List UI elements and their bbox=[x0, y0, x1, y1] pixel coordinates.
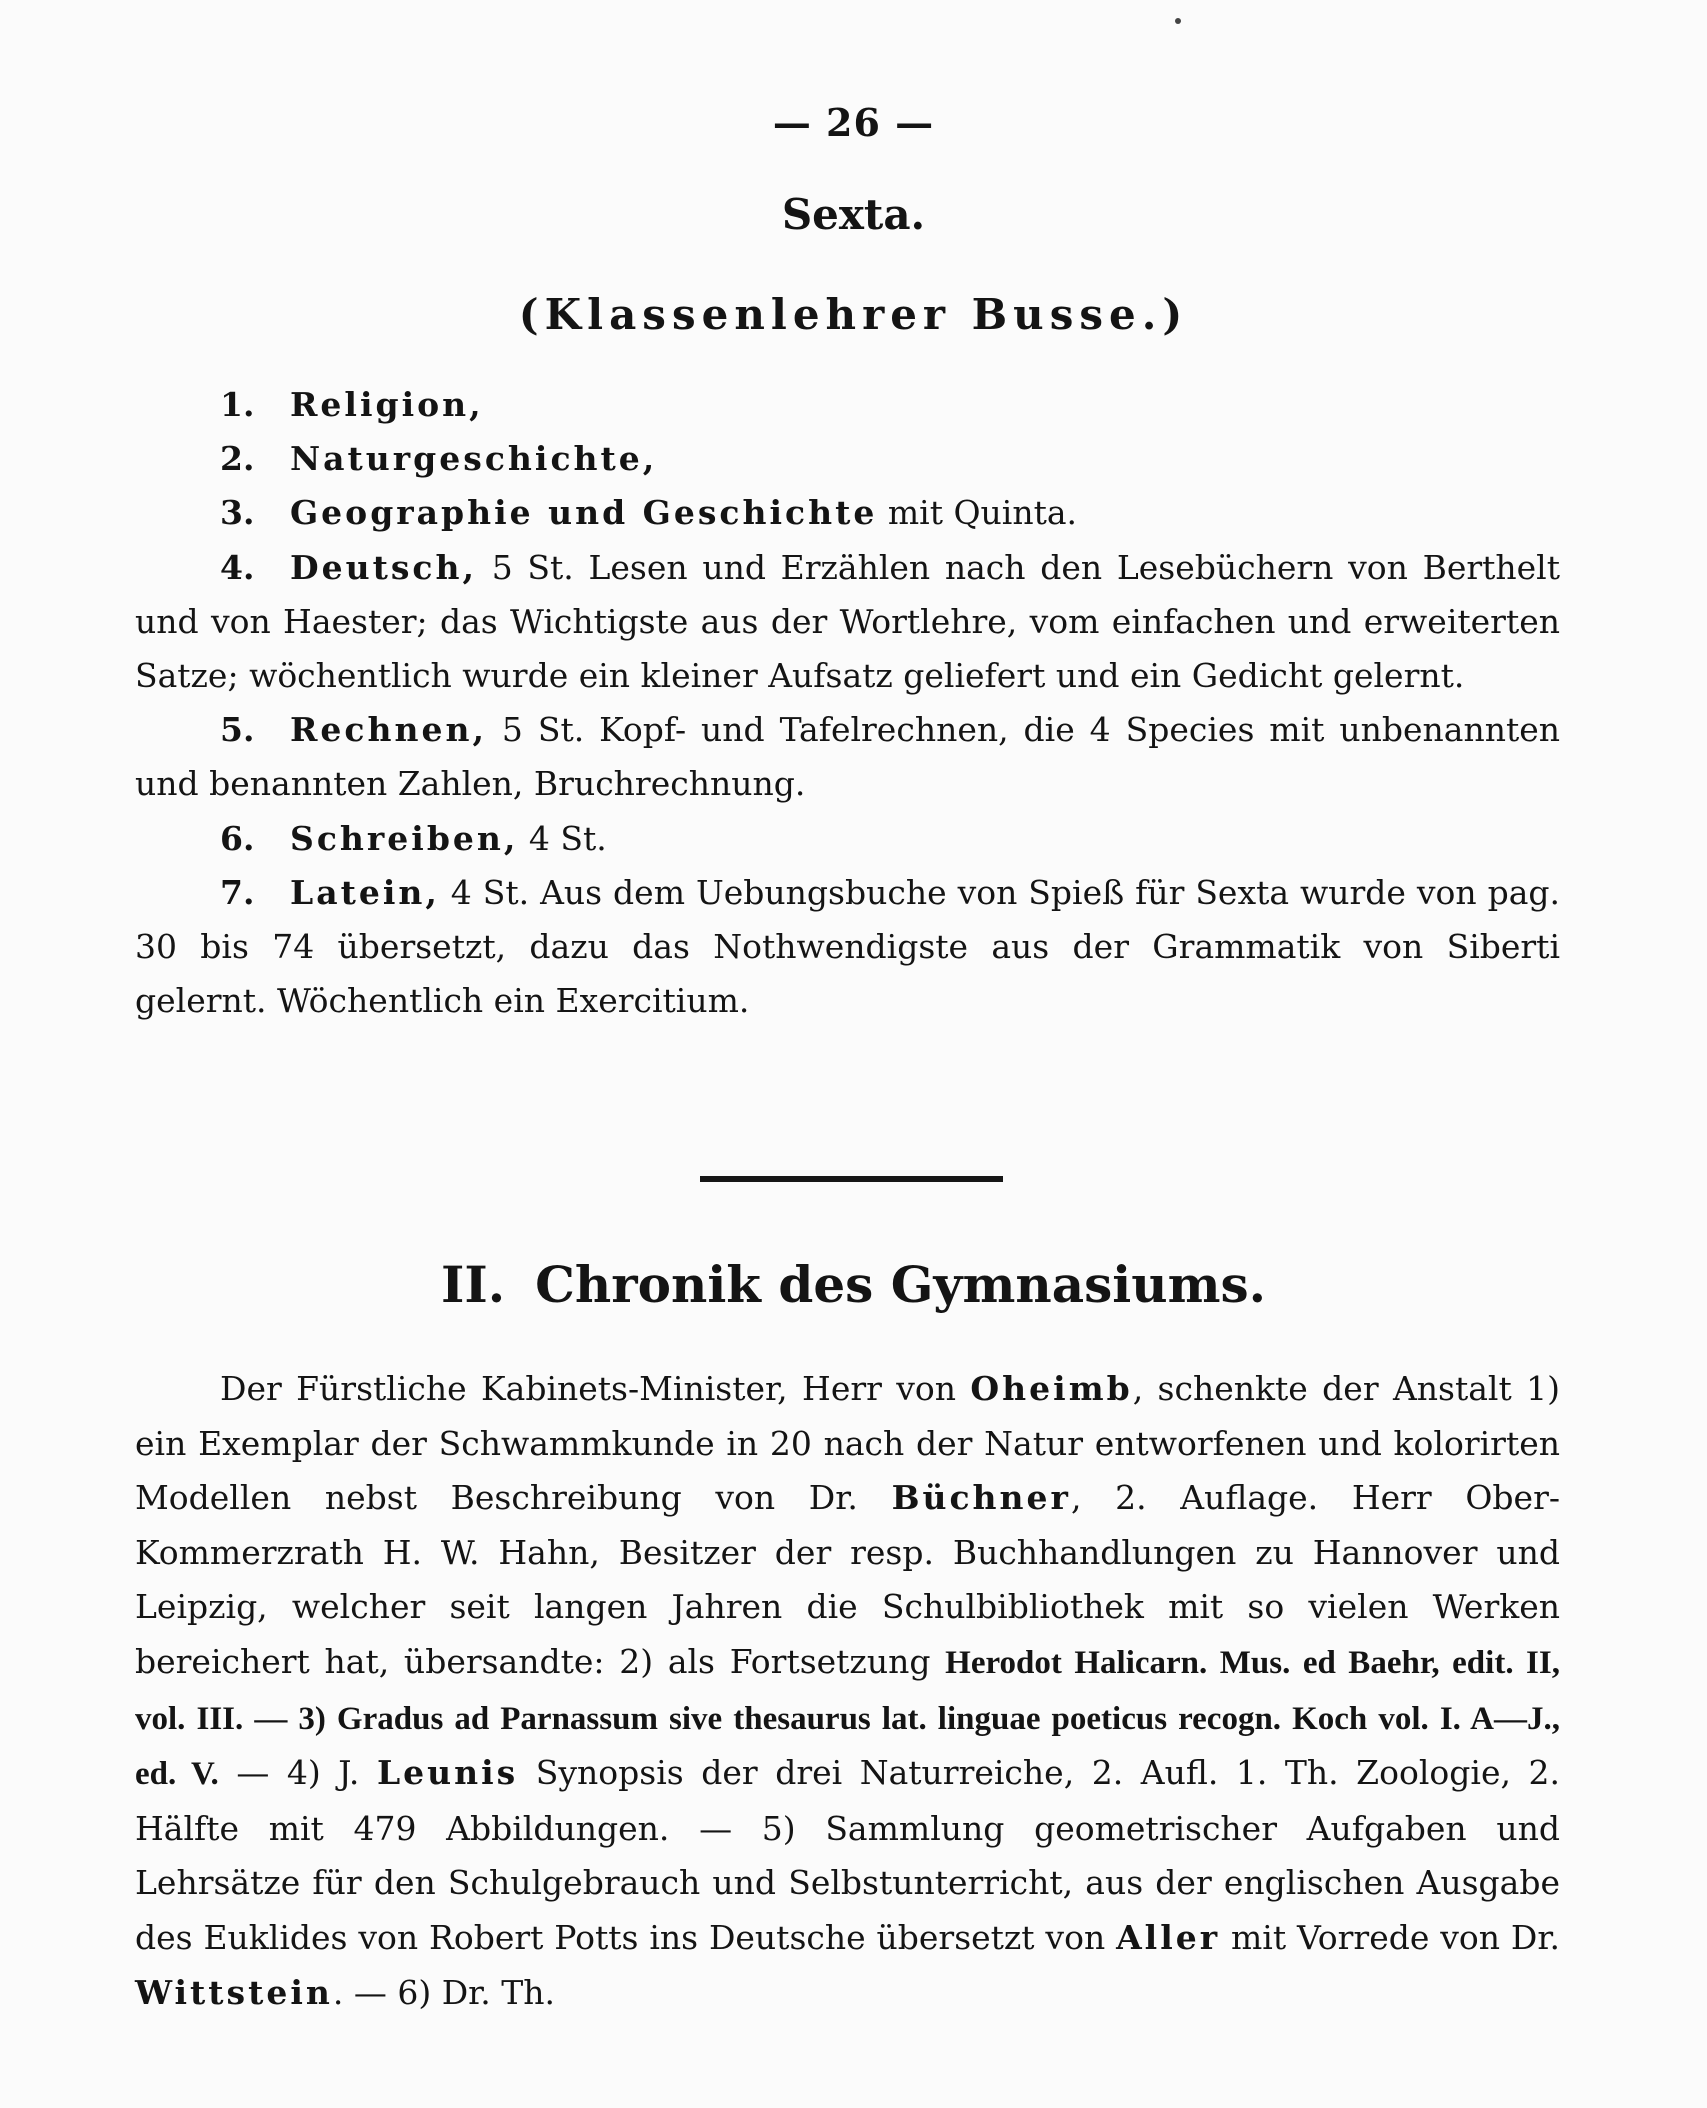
subject-name: Religion, bbox=[290, 385, 484, 424]
paragraph-text: , schenkte der Anstalt 1) ein Exemplar der Schwammkunde in 20 nach der Natur entworfenen und kolorirten Modellen nebst Beschreibung von Dr. bbox=[135, 1369, 1560, 1518]
subject-number: 5. bbox=[220, 710, 255, 750]
subject-number: 4. bbox=[220, 547, 255, 587]
subject-number: 2. bbox=[220, 439, 255, 479]
subject-name: Naturgeschichte, bbox=[290, 439, 658, 479]
latin-title: Herodot Halicarn. Mus. ed Baehr, edit. II, vol. III. — 3) Gradus ad Parnassum sive thesaurus lat. linguae poeticus recogn. Koch vol. I. A—J., ed. V. bbox=[135, 1644, 1560, 1793]
subject-description: mit Quinta. bbox=[877, 493, 1078, 533]
subject-number: 6. bbox=[220, 818, 255, 858]
page-number: — 26 — bbox=[772, 100, 935, 145]
section-divider bbox=[700, 1176, 1003, 1182]
subject-number: 3. bbox=[220, 493, 255, 533]
subject-item bbox=[135, 378, 1560, 432]
subject-item bbox=[135, 486, 1560, 540]
subject-name: Schreiben, bbox=[290, 818, 519, 858]
subject-item bbox=[135, 541, 1560, 704]
subject-item bbox=[135, 703, 1560, 811]
chapter-number: II. bbox=[440, 1255, 506, 1314]
person-name: Aller bbox=[1116, 1917, 1221, 1957]
subject-number: 7. bbox=[220, 872, 255, 912]
subject-name: Latein, bbox=[290, 872, 440, 912]
subject-name: Geographie und Geschichte bbox=[290, 493, 878, 533]
chapter-heading bbox=[0, 1255, 1707, 1314]
paragraph-text: mit Vorrede von Dr. bbox=[1220, 1917, 1560, 1957]
paragraph-text: — 4) J. bbox=[218, 1753, 377, 1793]
subject-description: 4 St. Aus dem Uebungsbuche von Spieß für Sexta wurde von pag. 30 bis 74 übersetzt, dazu das Nothwendigste aus der Grammatik von Siberti gelernt. Wöchentlich ein Exercitium. bbox=[135, 872, 1560, 1021]
person-name: Wittstein bbox=[135, 1972, 333, 2012]
paragraph-text: . — 6) Dr. Th. bbox=[332, 1972, 556, 2012]
paragraph-text: Der Fürstliche Kabinets-Minister, Herr von bbox=[220, 1369, 971, 1408]
subject-first-line bbox=[135, 378, 1560, 432]
subject-number: 1. bbox=[220, 385, 255, 424]
person-name: Oheimb bbox=[970, 1369, 1133, 1408]
person-name: Büchner bbox=[891, 1478, 1071, 1518]
section-title: Sexta. bbox=[781, 190, 926, 239]
paragraph-text: , 2. Auflage. Herr Ober-Kommerzrath H. W. Hahn, Besitzer der resp. Buchhandlungen zu Hannover und Leipzig, welcher seit langen Jahren die Schulbibliothek mit so vielen Werken bereichert hat, übersandte: 2) als Fortsetzung bbox=[135, 1478, 1560, 1681]
class-teacher: (Klassenlehrer Busse.) bbox=[518, 290, 1189, 339]
chronicle-paragraph bbox=[135, 1362, 1560, 2020]
subject-name: Deutsch, bbox=[290, 547, 478, 587]
subject-list bbox=[135, 378, 1560, 1028]
subject-first-line bbox=[135, 432, 1560, 486]
subject-name: Rechnen, bbox=[290, 710, 487, 750]
subject-description: 5 St. Lesen und Erzählen nach den Lesebüchern von Berthelt und von Haester; das Wichtigste aus der Wortlehre, vom einfachen und erweiterten Satze; wöchentlich wurde ein kleiner Aufsatz geliefert und ein Gedicht gelernt. bbox=[135, 547, 1560, 696]
person-name: Leunis bbox=[376, 1753, 519, 1793]
subject-first-line bbox=[135, 486, 1560, 540]
subject-item bbox=[135, 432, 1560, 486]
subject-item bbox=[135, 812, 1560, 866]
subject-item bbox=[135, 866, 1560, 1029]
ink-speck bbox=[1175, 18, 1181, 24]
subject-description: 5 St. Kopf- und Tafelrechnen, die 4 Species mit unbenannten und benannten Zahlen, Bruchrechnung. bbox=[135, 710, 1560, 804]
paragraph-text: Synopsis der drei Naturreiche, 2. Aufl. 1. Th. Zoologie, 2. Hälfte mit 479 Abbildungen. — 5) Sammlung geometrischer Aufgaben und Lehrsätze für den Schulgebrauch und Selbstunterricht, aus der englischen Ausgabe des Euklides von Robert Potts ins Deutsche übersetzt von bbox=[135, 1753, 1560, 1957]
subject-description: 4 St. bbox=[518, 818, 607, 858]
chapter-title: Chronik des Gymnasiums. bbox=[535, 1255, 1267, 1314]
